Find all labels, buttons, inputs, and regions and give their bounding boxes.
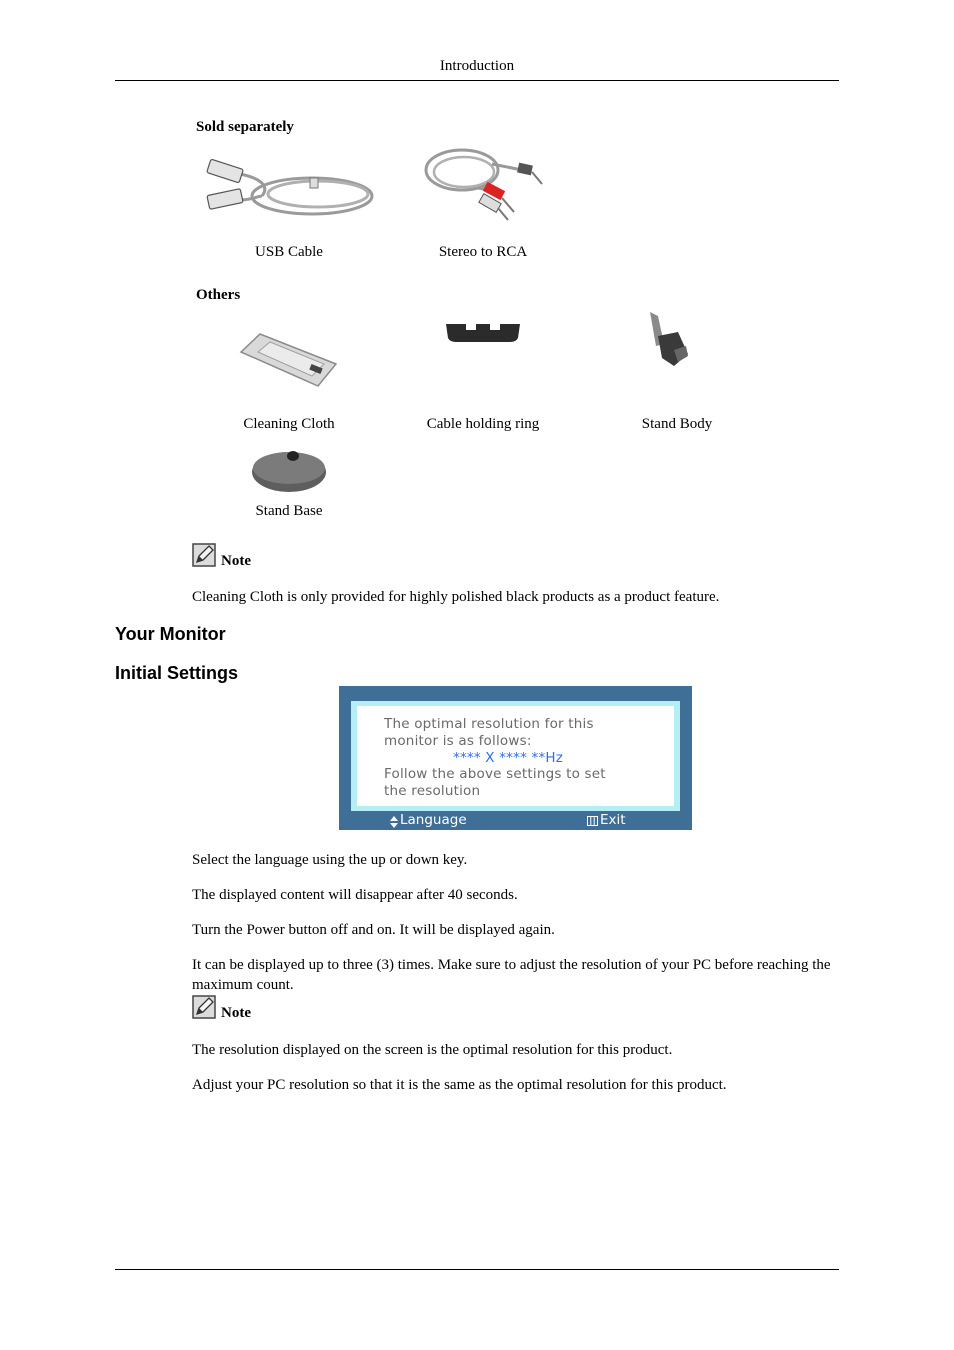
your-monitor-heading: Your Monitor [115, 624, 226, 644]
others-heading: Others [196, 287, 241, 303]
instruction-2: The displayed content will disappear after 40 seconds. [192, 887, 518, 903]
stereo-rca-label: Stereo to RCA [438, 244, 528, 260]
cleaning-cloth-icon [238, 330, 340, 392]
note-text: Cleaning Cloth is only provided for highly polished black products as a product feature. [192, 589, 720, 605]
stand-body-icon [644, 310, 692, 370]
note-icon [192, 995, 216, 1019]
note-label: Note [221, 553, 251, 569]
usb-cable-label: USB Cable [255, 244, 323, 260]
note-icon [192, 543, 216, 567]
cable-holding-ring-icon [444, 322, 522, 344]
note-label: Note [221, 1005, 251, 1021]
stand-body-label: Stand Body [641, 416, 713, 432]
osd-line-3: Follow the above settings to set [384, 766, 606, 782]
osd-line-4: the resolution [384, 783, 481, 799]
note-text: The resolution displayed on the screen is the optimal resolution for this product. [192, 1042, 673, 1058]
cable-holding-ring-label: Cable holding ring [426, 416, 540, 432]
osd-panel [351, 701, 680, 811]
menu-icon [587, 816, 598, 826]
osd-message-box [357, 706, 674, 806]
stereo-rca-cable-icon [422, 142, 546, 222]
initial-settings-heading: Initial Settings [115, 663, 239, 683]
cleaning-cloth-label: Cleaning Cloth [243, 416, 335, 432]
osd-language-button[interactable]: Language [400, 812, 467, 828]
osd-resolution-message [339, 686, 692, 830]
header-rule [115, 80, 839, 81]
usb-cable-icon [200, 152, 380, 224]
page-header-title: Introduction [439, 58, 515, 74]
instruction-4: It can be displayed up to three (3) times. Make sure to adjust the resolution of your PC before reaching the maximum count. [192, 957, 831, 993]
stand-base-label: Stand Base [255, 503, 323, 519]
up-down-arrow-icon [390, 816, 398, 828]
footer-rule [115, 1269, 839, 1270]
stand-base-icon [250, 446, 328, 494]
osd-exit-button[interactable]: Exit [600, 812, 626, 828]
sold-separately-heading: Sold separately [196, 119, 294, 135]
instruction-1: Select the language using the up or down key. [192, 852, 468, 868]
osd-line-2: monitor is as follows: [384, 733, 532, 749]
instruction-3: Turn the Power button off and on. It will be displayed again. [192, 922, 555, 938]
note-text: Adjust your PC resolution so that it is the same as the optimal resolution for this product. [192, 1077, 727, 1093]
osd-line-1: The optimal resolution for this [384, 716, 594, 732]
osd-resolution-value: **** X **** **Hz [453, 750, 564, 766]
